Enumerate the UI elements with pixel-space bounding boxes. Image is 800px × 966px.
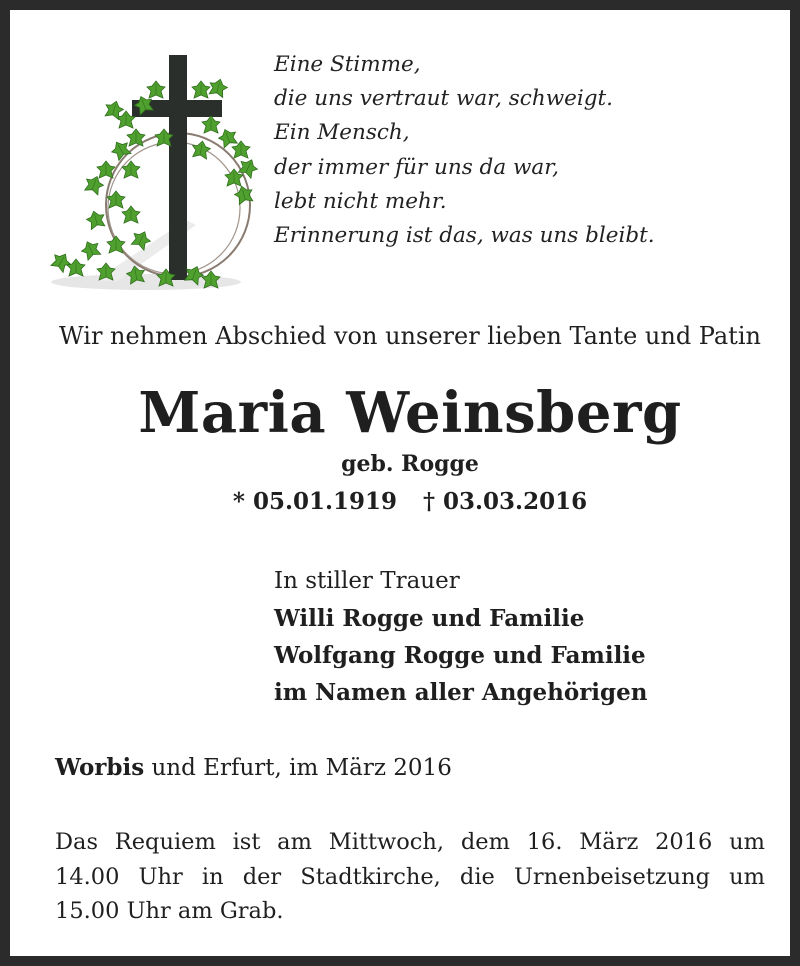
place-date	[55, 754, 452, 781]
deceased-name: Maria Weinsberg	[138, 380, 682, 446]
poem-line: der immer für uns da war,	[274, 154, 559, 180]
poem-line: Ein Mensch,	[274, 120, 410, 146]
mourner-line: im Namen aller Angehörigen	[274, 679, 648, 706]
mourner-line: Willi Rogge und Familie	[274, 605, 585, 632]
poem	[274, 48, 655, 253]
death-date: † 03.03.2016	[423, 488, 588, 515]
poem-line: lebt nicht mehr.	[274, 188, 447, 214]
service-line: 15.00 Uhr am Grab.	[55, 898, 284, 924]
place-rest: und Erfurt, im März 2016	[144, 755, 452, 781]
mourner-line: Wolfgang Rogge und Familie	[274, 642, 646, 669]
poem-line: Eine Stimme,	[274, 52, 421, 77]
place-town: Worbis	[55, 754, 145, 781]
life-dates	[10, 488, 800, 515]
poem-line: Erinnerung ist das, was uns bleibt.	[274, 223, 655, 249]
poem-line: die uns vertraut war, schweigt.	[274, 86, 613, 112]
service-line: 14.00 Uhr in der Stadtkirche, die Urnenbeisetzung um	[55, 863, 765, 890]
mourning-heading: In stiller Trauer	[274, 568, 460, 594]
cross-with-ivy-icon	[36, 50, 266, 295]
service-info	[55, 825, 765, 929]
intro-text: Wir nehmen Abschied von unserer lieben Tante und Patin	[59, 322, 761, 350]
mourners	[274, 563, 647, 711]
maiden-name: geb. Rogge	[341, 451, 479, 477]
service-line: Das Requiem ist am Mittwoch, dem 16. März 2016 um	[55, 829, 765, 855]
birth-date: * 05.01.1919	[232, 488, 397, 515]
